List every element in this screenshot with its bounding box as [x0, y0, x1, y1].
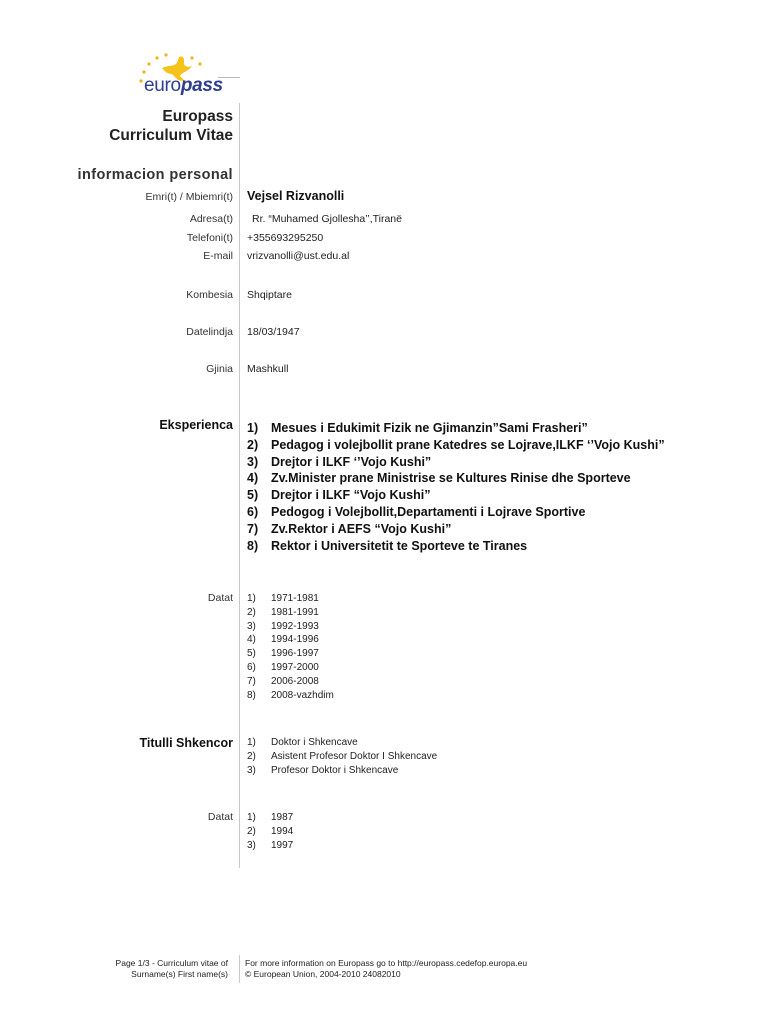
footer-page-info: Page 1/3 - Curriculum vitae of Surname(s) First name(s) — [115, 958, 228, 979]
list-item: 8) 2008-vazhdim — [247, 689, 334, 701]
birthdate-value: 18/03/1947 — [247, 326, 300, 338]
list-item: 8) Rektor i Universitetit te Sporteve te Tiranes — [247, 538, 528, 553]
scientific-title-label: Titulli Shkencor — [139, 736, 233, 750]
list-item: 6) Pedogog i Volejbollit,Departamenti i Lojrave Sportive — [247, 504, 586, 519]
list-item: 7) 2006-2008 — [247, 675, 319, 687]
name-value: Vejsel Rizvanolli — [247, 189, 345, 203]
gender-value: Mashkull — [247, 363, 289, 375]
email-label: E-mail — [203, 250, 233, 262]
nationality-value: Shqiptare — [247, 289, 292, 301]
list-item: 3) Drejtor i ILKF ‘’Vojo Kushi” — [247, 454, 432, 469]
list-item: 2) 1994 — [247, 825, 294, 837]
address-value: Rr. “Muhamed Gjollesha’’,Tiranë — [252, 213, 402, 225]
title-dates-label: Datat — [207, 811, 233, 823]
list-item: 5) 1996-1997 — [247, 648, 319, 660]
footer-europass-info: For more information on Europass go to http://europass.cedefop.europa.eu © European Union, 2004-2010 24082010 — [245, 958, 528, 979]
personal-info-heading: informacion personal — [77, 167, 233, 183]
europass-logo-text: europass — [144, 75, 223, 96]
footer-divider — [239, 955, 240, 983]
gender-label: Gjinia — [206, 363, 233, 375]
name-label: Emri(t) / Mbiemri(t) — [145, 191, 233, 203]
title-dates-list — [247, 811, 293, 852]
experience-dates-label: Datat — [207, 592, 233, 604]
list-item: 1) Doktor i Shkencave — [247, 737, 358, 748]
list-item: 7) Zv.Rektor i AEFS “Vojo Kushi” — [247, 521, 452, 536]
list-item: 1) 1971-1981 — [247, 593, 319, 604]
experience-label: Eksperienca — [159, 418, 233, 432]
list-item: 2) Pedagog i volejbollit prane Katedres se Lojrave,ILKF ‘’Vojo Kushi” — [247, 437, 665, 452]
scientific-title-list — [247, 736, 437, 777]
list-item: 3) Profesor Doktor i Shkencave — [247, 764, 399, 776]
phone-value: +355693295250 — [247, 232, 324, 244]
list-item: 4) Zv.Minister prane Ministrise se Kultures Rinise dhe Sporteve — [247, 471, 631, 486]
list-item: 4) 1994-1996 — [247, 634, 319, 646]
birthdate-label: Datelindja — [186, 326, 233, 338]
nationality-label: Kombesia — [186, 289, 233, 301]
footer-europass-link[interactable]: For more information on Europass go to http://europass.cedefop.europa.eu — [245, 958, 528, 968]
experience-dates-list — [247, 592, 334, 702]
list-item: 2) 1981-1991 — [247, 606, 319, 618]
list-item: 6) 1997-2000 — [247, 661, 319, 673]
column-divider — [239, 103, 240, 868]
list-item: 5) Drejtor i ILKF “Vojo Kushi” — [247, 488, 431, 503]
phone-label: Telefoni(t) — [186, 232, 233, 244]
email-value[interactable]: vrizvanolli@ust.edu.al — [247, 250, 350, 262]
list-item: 3) 1992-1993 — [247, 620, 319, 632]
document-title: Europass Curriculum Vitae — [109, 108, 233, 144]
list-item: 1) 1987 — [247, 812, 294, 823]
list-item: 2) Asistent Profesor Doktor I Shkencave — [247, 750, 438, 762]
experience-list — [247, 420, 665, 554]
list-item: 3) 1997 — [247, 839, 294, 851]
list-item: 1) Mesues i Edukimit Fizik ne Gjimanzin”Sami Frasheri” — [247, 421, 588, 435]
address-label: Adresa(t) — [189, 213, 233, 225]
